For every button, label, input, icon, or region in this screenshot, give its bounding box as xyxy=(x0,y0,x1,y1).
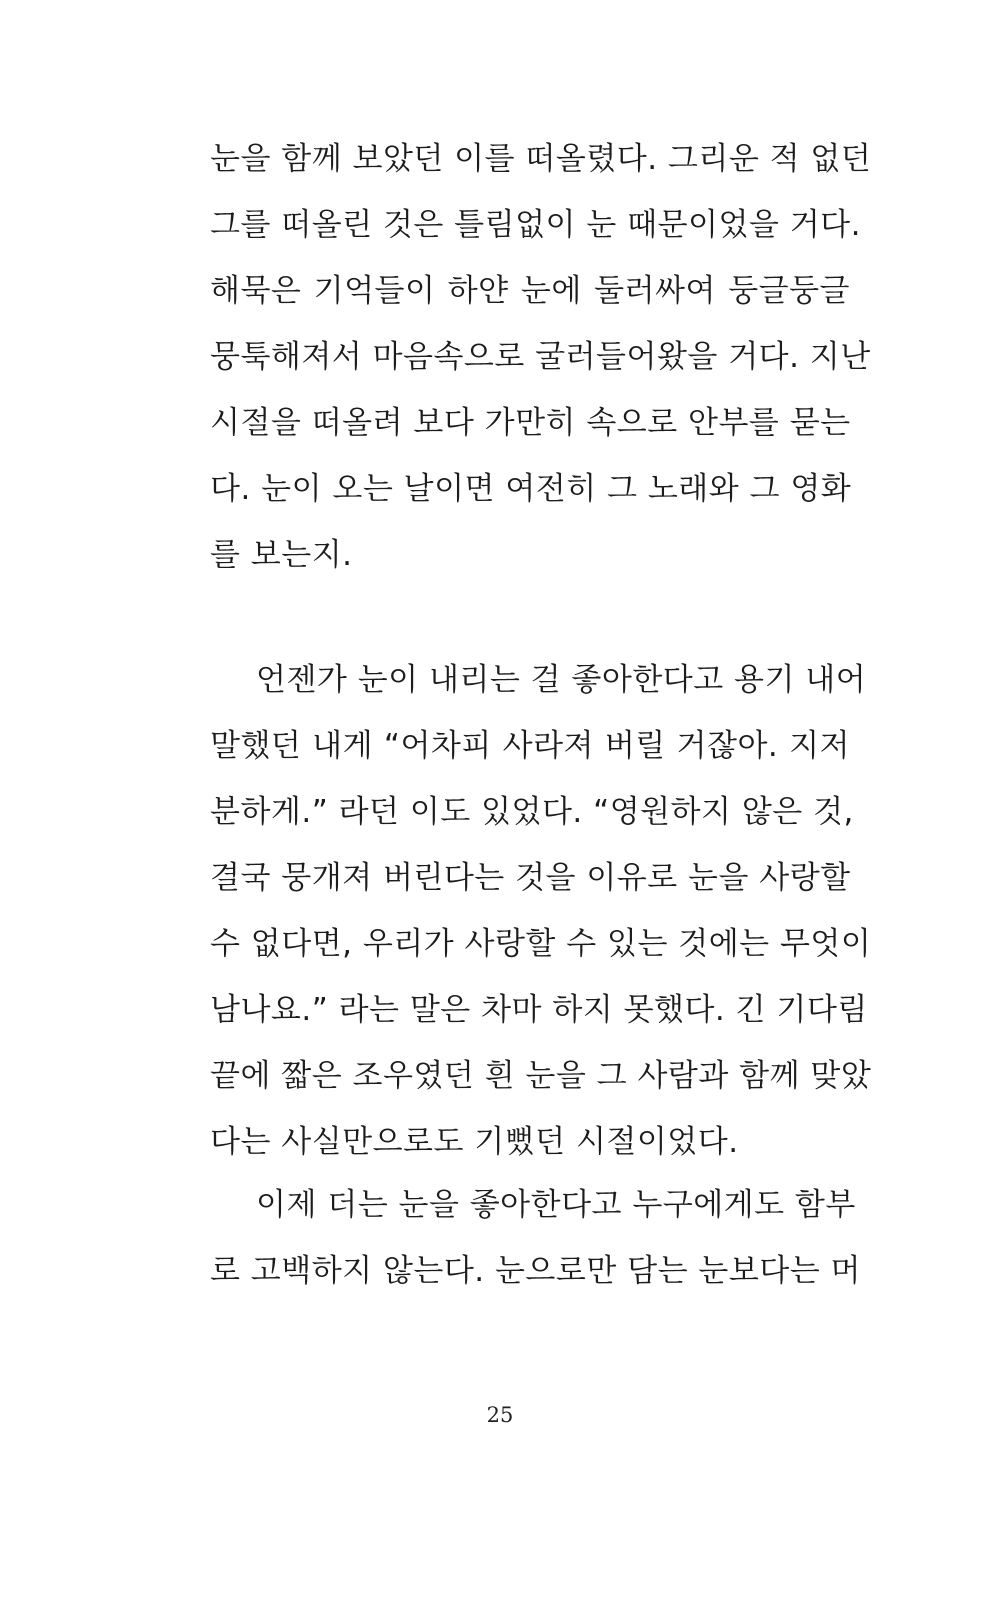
text-line: 언젠가 눈이 내리는 걸 좋아한다고 용기 내어 xyxy=(256,662,867,698)
text-line: 다. 눈이 오는 날이면 여전히 그 노래와 그 영화 xyxy=(210,471,852,507)
text-line: 남나요.” 라는 말은 차마 하지 못했다. 긴 기다림 xyxy=(210,992,868,1028)
text-line: 끝에 짧은 조우였던 흰 눈을 그 사람과 함께 맞았 xyxy=(210,1058,872,1094)
text-line: 분하게.” 라던 이도 있었다. “영원하지 않은 것, xyxy=(210,794,854,830)
text-line: 를 보는지. xyxy=(210,537,353,573)
text-line: 뭉툭해져서 마음속으로 굴러들어왔을 거다. 지난 xyxy=(210,339,871,375)
text-line: 이제 더는 눈을 좋아한다고 누구에게도 함부 xyxy=(256,1187,856,1223)
text-line: 눈을 함께 보았던 이를 떠올렸다. 그리운 적 없던 xyxy=(210,141,872,177)
text-line: 그를 떠올린 것은 틀림없이 눈 때문이었을 거다. xyxy=(210,207,861,243)
text-line: 로 고백하지 않는다. 눈으로만 담는 눈보다는 머 xyxy=(210,1253,861,1289)
text-line: 다는 사실만으로도 기뻤던 시절이었다. xyxy=(210,1124,739,1160)
paragraph-3 xyxy=(210,1172,861,1304)
text-line: 결국 뭉개져 버린다는 것을 이유로 눈을 사랑할 xyxy=(210,860,851,896)
text-line: 시절을 떠올려 보다 가만히 속으로 안부를 묻는 xyxy=(210,405,851,441)
page-number: 25 xyxy=(486,1403,514,1427)
text-line: 해묵은 기억들이 하얀 눈에 둘러싸여 둥글둥글 xyxy=(210,273,850,309)
paragraph-1 xyxy=(210,126,872,588)
paragraph-2 xyxy=(210,647,872,1175)
text-line: 말했던 내게 “어차피 사라져 버릴 거잖아. 지저 xyxy=(210,728,850,764)
text-line: 수 없다면, 우리가 사랑할 수 있는 것에는 무엇이 xyxy=(210,926,872,962)
